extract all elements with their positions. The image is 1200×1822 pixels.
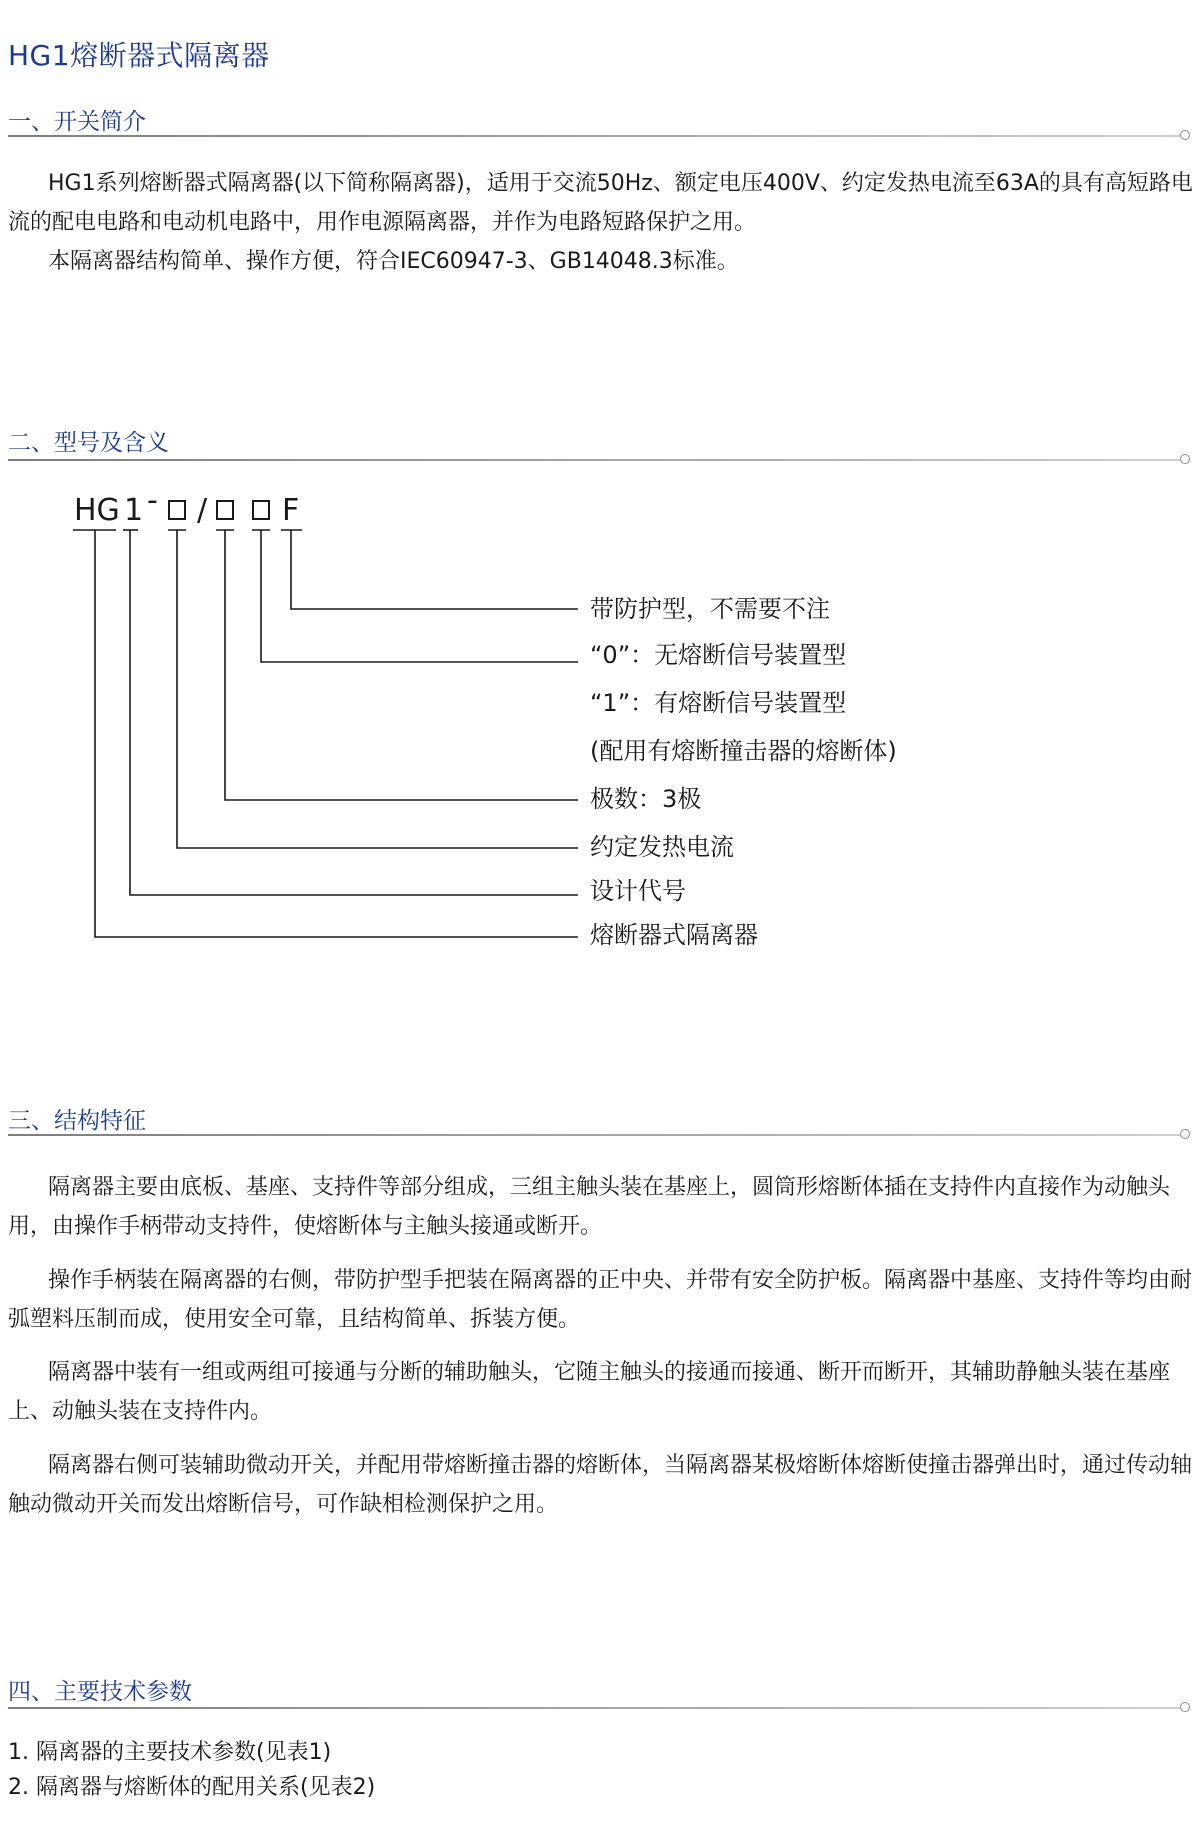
structure-paragraph-text: 隔离器主要由底板、基座、支持件等部分组成，三组主触头装在基座上，圆筒形熔断体插在支持件内直接作为动触头用，由操作手柄带动支持件，使熔断体与主触头接通或断开。 <box>8 1175 1171 1239</box>
legend-item: (配用有熔断撞击器的熔断体) <box>590 737 897 765</box>
legend-item: 熔断器式隔离器 <box>590 921 758 949</box>
model-code-diagram <box>0 480 1200 960</box>
section-divider <box>8 459 1180 461</box>
params-list-item: 1. 隔离器的主要技术参数(见表1) <box>8 1740 332 1765</box>
legend-item: “0”：无熔断信号装置型 <box>590 641 847 669</box>
section-heading-params: 四、主要技术参数 <box>8 1679 192 1705</box>
structure-paragraph <box>8 1168 1196 1246</box>
structure-paragraph <box>8 1353 1196 1431</box>
code-prefix: HG <box>74 493 120 528</box>
code-suffix: F <box>282 493 300 528</box>
circle-end-icon <box>1180 454 1190 464</box>
structure-paragraph-text: 隔离器中装有一组或两组可接通与分断的辅助触头，它随主触头的接通而接通、断开而断开，其辅助静触头装在基座上、动触头装在支持件内。 <box>8 1360 1171 1424</box>
legend-item: 极数：3极 <box>590 785 702 813</box>
legend-item: 设计代号 <box>590 877 686 905</box>
structure-paragraph <box>8 1446 1196 1524</box>
circle-end-icon <box>1180 1129 1190 1139</box>
legend-item: 带防护型，不需要不注 <box>590 595 830 623</box>
section-heading-model: 二、型号及含义 <box>8 430 169 456</box>
intro-paragraph-text: 本隔离器结构简单、操作方便，符合IEC60947-3、GB14048.3标准。 <box>48 249 739 274</box>
structure-paragraph <box>8 1261 1196 1339</box>
section-divider <box>8 1134 1180 1136</box>
section-divider <box>8 1707 1180 1709</box>
legend-item: 约定发热电流 <box>590 833 734 861</box>
circle-end-icon <box>1180 130 1190 140</box>
legend-item: “1”：有熔断信号装置型 <box>590 689 847 717</box>
intro-paragraph-text: HG1系列熔断器式隔离器(以下简称隔离器)，适用于交流50Hz、额定电压400V、约定发热电流至63A的具有高短路电流的配电电路和电动机电路中，用作电源隔离器，并作为电路短路保护之用。 <box>8 171 1193 235</box>
section-heading-structure: 三、结构特征 <box>8 1108 146 1134</box>
circle-end-icon <box>1180 1702 1190 1712</box>
code-dash: - <box>147 483 158 518</box>
section-heading-intro: 一、开关简介 <box>8 109 146 135</box>
params-list-item: 2. 隔离器与熔断体的配用关系(见表2) <box>8 1775 376 1800</box>
structure-paragraph-text: 操作手柄装在隔离器的右侧，带防护型手把装在隔离器的正中央、并带有安全防护板。隔离器中基座、支持件等均由耐弧塑料压制而成，使用安全可靠，且结构简单、拆装方便。 <box>8 1268 1193 1332</box>
page-title: HG1熔断器式隔离器 <box>8 39 270 72</box>
intro-paragraph <box>8 164 1196 242</box>
code-slash: / <box>197 493 208 528</box>
section-divider <box>8 135 1180 137</box>
code-design: 1 <box>124 493 144 528</box>
intro-paragraph <box>8 242 1196 281</box>
structure-paragraph-text: 隔离器右侧可装辅助微动开关，并配用带熔断撞击器的熔断体，当隔离器某极熔断体熔断使撞击器弹出时，通过传动轴触动微动开关而发出熔断信号，可作缺相检测保护之用。 <box>8 1453 1193 1517</box>
